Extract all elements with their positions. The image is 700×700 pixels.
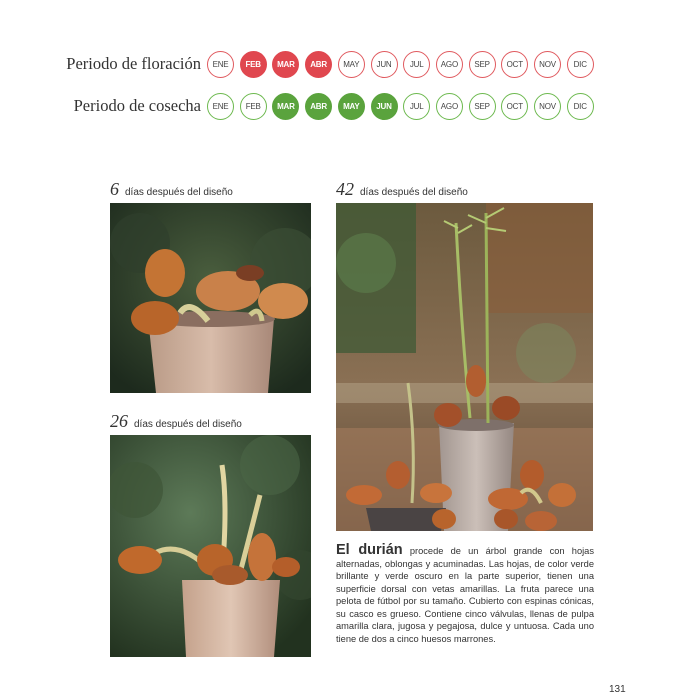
caption-day-42	[336, 179, 468, 200]
flowering-month-ene: ENE	[207, 51, 234, 78]
flowering-month-feb: FEB	[240, 51, 267, 78]
caption-day-6	[110, 179, 233, 200]
harvest-month-abr: ABR	[305, 93, 332, 120]
flowering-month-sep: SEP	[469, 51, 496, 78]
photo-day-42	[336, 203, 593, 531]
harvest-month-mar: MAR	[272, 93, 299, 120]
caption-number: 42	[336, 179, 354, 199]
caption-text: días después del diseño	[125, 187, 233, 198]
caption-text: días después del diseño	[360, 187, 468, 198]
caption-text: días después del diseño	[134, 419, 242, 430]
flowering-month-jul: JUL	[403, 51, 430, 78]
harvest-month-ago: AGO	[436, 93, 463, 120]
flowering-calendar	[0, 51, 700, 81]
flowering-month-abr: ABR	[305, 51, 332, 78]
flowering-month-dic: DIC	[567, 51, 594, 78]
flowering-month-oct: OCT	[501, 51, 528, 78]
durian-description	[336, 544, 594, 645]
flowering-month-ago: AGO	[436, 51, 463, 78]
harvest-month-sep: SEP	[469, 93, 496, 120]
harvest-month-feb: FEB	[240, 93, 267, 120]
caption-number: 26	[110, 411, 128, 431]
caption-day-26	[110, 411, 242, 432]
harvest-month-jun: JUN	[371, 93, 398, 120]
harvest-label: Periodo de cosecha	[73, 96, 201, 115]
flowering-label: Periodo de floración	[66, 54, 201, 73]
harvest-month-ene: ENE	[207, 93, 234, 120]
harvest-month-dic: DIC	[567, 93, 594, 120]
photo-day-6	[110, 203, 311, 393]
harvest-month-nov: NOV	[534, 93, 561, 120]
flowering-month-may: MAY	[338, 51, 365, 78]
harvest-calendar	[0, 93, 700, 123]
flowering-month-mar: MAR	[272, 51, 299, 78]
flowering-month-nov: NOV	[534, 51, 561, 78]
page-number: 131	[609, 684, 626, 695]
description-lead: El durián	[336, 542, 403, 558]
photo-day-26	[110, 435, 311, 657]
harvest-month-jul: JUL	[403, 93, 430, 120]
description-body: procede de un árbol grande con hojas alternadas, oblongas y acuminadas. Las hojas, de color verde brillante y verde oscuro en la parte superior, tienen una superficie dorsal con vetas amarillas. La fruta parece una pelota de fútbol por su tamaño. Cubierto con espinas cónicas, su casco es grueso. Contiene cinco válvulas, llenas de pulpa amarilla clara, jugosa y pegajosa, dulce y untuosa. Cada uno tiene de dos a cinco huesos marrones.	[336, 546, 594, 644]
caption-number: 6	[110, 179, 119, 199]
harvest-month-may: MAY	[338, 93, 365, 120]
harvest-month-oct: OCT	[501, 93, 528, 120]
flowering-month-jun: JUN	[371, 51, 398, 78]
